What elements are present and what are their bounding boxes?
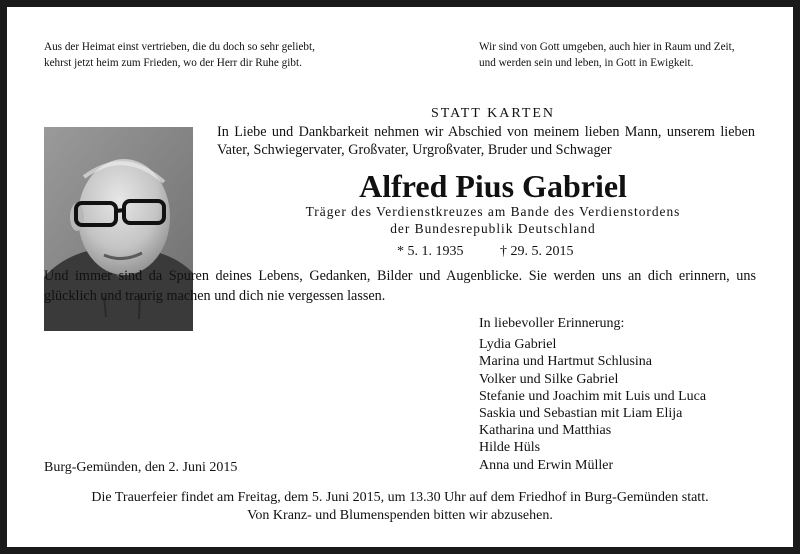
mourner-item: Saskia und Sebastian mit Liam Elija [479, 406, 683, 422]
quote-left-line: kehrst jetzt heim zum Frieden, wo der Herr dir Ruhe gibt. [44, 57, 302, 69]
memory-text: Und immer sind da Spuren deines Lebens, Gedanken, Bilder und Augenblicke. Sie werden uns an dich erinnern, uns glücklich und traurig machen und dich nie vergessen lassen. [44, 268, 756, 304]
quote-right-line: Wir sind von Gott umgeben, auch hier in Raum und Zeit, [479, 41, 735, 53]
mourner-item: Katharina und Matthias [479, 423, 612, 439]
funeral-info [7, 489, 793, 525]
place-date: Burg-Gemünden, den 2. Juni 2015 [44, 460, 238, 475]
honor-line: der Bundesrepublik Deutschland [390, 221, 596, 236]
mourners-list [479, 315, 706, 474]
honor-line: Träger des Verdienstkreuzes am Bande des Verdienstordens [305, 204, 681, 219]
mourner-item: Anna und Erwin Müller [479, 457, 614, 473]
mourner-item: Marina und Hartmut Schlusina [479, 354, 653, 370]
birth-date: * 5. 1. 1935 [397, 244, 464, 259]
quote-left-line: Aus der Heimat einst vertrieben, die du doch so sehr geliebt, [44, 41, 315, 53]
mourner-item: Hilde Hüls [479, 440, 541, 456]
mourner-item: Volker und Silke Gabriel [479, 371, 619, 387]
quote-left [44, 39, 315, 71]
death-date: † 29. 5. 2015 [500, 244, 574, 259]
mourner-item: Stefanie und Joachim mit Luis und Luca [479, 388, 707, 404]
deceased-name: Alfred Pius Gabriel [359, 168, 627, 204]
intro-text: In Liebe und Dankbarkeit nehmen wir Abschied von meinem lieben Mann, unserem lieben Vater, Schwiegervater, Großvater, Urgroßvater, Bruder und Schwager [217, 124, 755, 158]
mourner-item: Lydia Gabriel [479, 337, 557, 353]
mourners-heading: In liebevoller Erinnerung: [479, 316, 625, 331]
honor-text [217, 203, 769, 237]
quote-right [479, 39, 735, 71]
funeral-line: Die Trauerfeier findet am Freitag, dem 5. Juni 2015, um 13.30 Uhr auf dem Friedhof in Burg-Gemünden statt. [91, 490, 709, 505]
funeral-line: Von Kranz- und Blumenspenden bitten wir abzusehen. [247, 508, 553, 523]
quote-right-line: und werden sein und leben, in Gott in Ewigkeit. [479, 57, 694, 69]
notice-heading: STATT KARTEN [430, 106, 556, 121]
